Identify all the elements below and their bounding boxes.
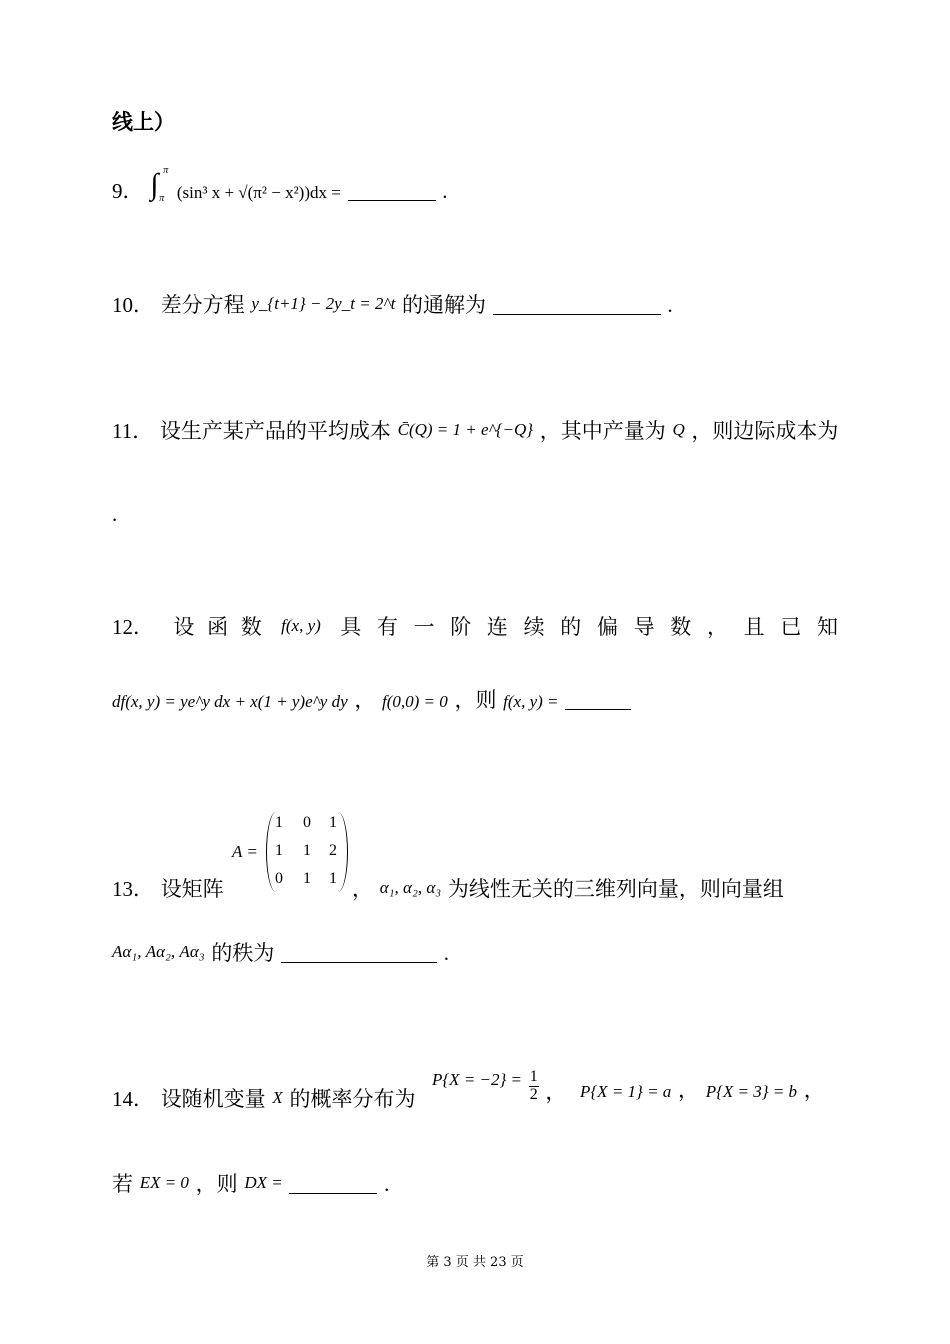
prob-x-neg2: P{X = −2} = — [432, 1070, 523, 1089]
transformed-vector-set: Aα₁, Aα₂, Aα₃ — [112, 942, 205, 961]
matrix-cell: 1 — [329, 870, 337, 887]
question-text: 设生产某产品的平均成本 — [159, 419, 391, 443]
question-number: 13． — [112, 877, 154, 901]
question-number: 14． — [112, 1087, 154, 1111]
integrand-expression: (sin³ x + √(π² − x²))dx = — [176, 183, 341, 202]
page-footer: 第 3 页 共 23 页 — [426, 1255, 524, 1270]
question-13-line-2: Aα₁, Aα₂, Aα₃ 的秩为 . — [112, 941, 449, 965]
answer-blank[interactable] — [348, 182, 436, 201]
matrix-label: A = — [232, 842, 258, 861]
matrix-cell: 0 — [275, 870, 283, 887]
probability-distribution: P{X = −2} = $\frac{1}{2}$ ， — [432, 1068, 567, 1104]
expectation-condition: EX = 0 — [139, 1173, 189, 1192]
average-cost-formula: C̄(Q) = 1 + e^{−Q} — [397, 420, 534, 439]
prob-x-1: P{X = 1} = a — [580, 1082, 672, 1101]
matrix-cell: 0 — [303, 814, 311, 831]
question-13-continued: ， α₁, α₂, α₃ 为线性无关的三维列向量，则向量组 — [352, 877, 784, 901]
matrix-cell: 2 — [329, 842, 337, 859]
matrix-brackets — [266, 812, 348, 892]
initial-condition: f(0,0) = 0 — [382, 692, 448, 711]
question-11-answer-line: . — [112, 502, 118, 526]
question-number: 11． — [112, 419, 154, 443]
vector-set: α₁, α₂, α₃ — [379, 878, 442, 897]
question-text: 差分方程 — [160, 293, 245, 317]
matrix-cell: 1 — [303, 842, 311, 859]
question-12-line-2: df(x, y) = ye^y dx + x(1 + y)e^y dy ， f(0,0) = 0 ，则 f(x, y) = — [112, 690, 631, 711]
probability-distribution-continued: P{X = 1} = a ， P{X = 3} = b ， — [580, 1078, 825, 1102]
question-14-line-2: 若 EX = 0 ，则 DX = . — [112, 1172, 390, 1196]
question-13 — [112, 879, 224, 900]
question-number: 9． — [112, 179, 144, 203]
question-number: 12． — [112, 615, 154, 639]
integral-sign: ∫ π π — [150, 165, 169, 204]
total-differential: df(x, y) = ye^y dx + x(1 + y)e^y dy — [112, 692, 348, 711]
question-text: 设随机变量 — [160, 1087, 266, 1111]
matrix-cell: 1 — [275, 842, 283, 859]
question-number: 10． — [112, 293, 154, 317]
answer-blank[interactable] — [281, 944, 437, 963]
question-text: 设矩阵 — [160, 877, 224, 901]
matrix-cell: 1 — [329, 814, 337, 831]
question-text: 设 函 数 — [173, 615, 262, 639]
variance-expression: DX = — [244, 1173, 283, 1192]
question-12: 12． 设 函 数 f(x, y) 具 有 一 阶 连 续 的 偏 导 数 ， 且 已 知 — [112, 615, 838, 639]
question-10: 10． 差分方程 y_{t+1} − 2y_t = 2^t 的通解为 . — [112, 293, 673, 317]
prob-x-3: P{X = 3} = b — [705, 1082, 797, 1101]
question-14: 14． 设随机变量 X 的概率分布为 — [112, 1087, 416, 1111]
difference-equation: y_{t+1} − 2y_t = 2^t — [251, 294, 396, 313]
question-11: 11． 设生产某产品的平均成本 C̄(Q) = 1 + e^{−Q} ，其中产量为 Q ，则边际成本为 — [112, 419, 839, 443]
matrix-cell: 1 — [275, 814, 283, 831]
answer-blank[interactable] — [493, 296, 661, 315]
question-9: 9． ∫ π π (sin³ x + √(π² − x²))dx = . — [112, 165, 448, 204]
matrix-cell: 1 — [303, 870, 311, 887]
section-heading-tail: 线上） — [112, 110, 175, 134]
fraction-one-half: $\frac{1}{2}$ — [529, 1068, 538, 1103]
answer-blank[interactable] — [565, 691, 631, 710]
answer-blank[interactable] — [289, 1175, 377, 1194]
